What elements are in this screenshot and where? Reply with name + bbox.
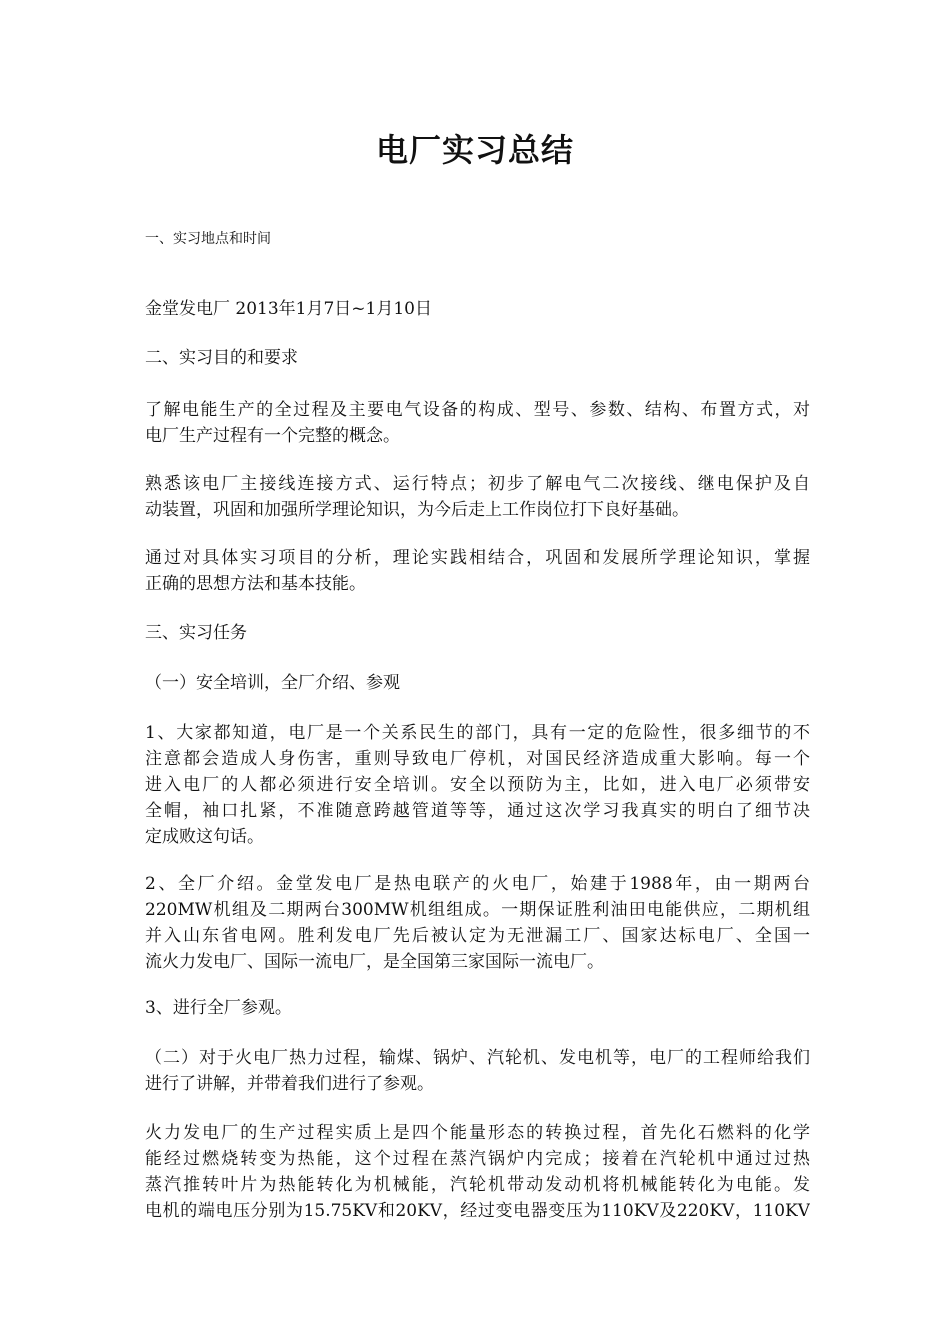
paragraph-line: 注意都会造成人身伤害，重则导致电厂停机，对国民经济造成重大影响。每一个 <box>145 749 810 769</box>
paragraph-line: 3、进行全厂参观。 <box>145 998 292 1018</box>
paragraph-line: 电厂生产过程有一个完整的概念。 <box>145 426 400 446</box>
paragraph-line: 了解电能生产的全过程及主要电气设备的构成、型号、参数、结构、布置方式，对 <box>145 400 810 420</box>
document-title: 电厂实习总结 <box>375 131 574 169</box>
paragraph-line: 定成败这句话。 <box>145 827 264 847</box>
section-heading-location-time: 一、实习地点和时间 <box>145 231 271 247</box>
paragraph-line: 2、全厂介绍。金堂发电厂是热电联产的火电厂，始建于1988年，由一期两台 <box>145 874 810 894</box>
paragraph-line: 流火力发电厂、国际一流电厂，是全国第三家国际一流电厂。 <box>145 952 604 972</box>
paragraph-line: 全帽，袖口扎紧，不准随意跨越管道等等，通过这次学习我真实的明白了细节决 <box>145 801 810 821</box>
paragraph-line: 能经过燃烧转变为热能，这个过程在蒸汽锅炉内完成；接着在汽轮机中通过过热 <box>145 1149 810 1169</box>
subsection-heading-thermal-process: （二）对于火电厂热力过程，输煤、锅炉、汽轮机、发电机等，电厂的工程师给我们 <box>145 1048 810 1068</box>
paragraph-line: 熟悉该电厂主接线连接方式、运行特点；初步了解电气二次接线、继电保护及自 <box>145 474 810 494</box>
paragraph-line: 正确的思想方法和基本技能。 <box>145 574 366 594</box>
paragraph-line: 1、大家都知道，电厂是一个关系民生的部门，具有一定的危险性，很多细节的不 <box>145 723 810 743</box>
paragraph-line: 电机的端电压分别为15.75KV和20KV，经过变电器变压为110KV及220KV，110KV <box>145 1201 810 1221</box>
paragraph-line: 动装置，巩固和加强所学理论知识，为今后走上工作岗位打下良好基础。 <box>145 500 689 520</box>
paragraph-line: 蒸汽推转叶片为热能转化为机械能，汽轮机带动发动机将机械能转化为电能。发 <box>145 1175 810 1195</box>
paragraph-line: 通过对具体实习项目的分析，理论实践相结合，巩固和发展所学理论知识，掌握 <box>145 548 810 568</box>
paragraph-line: 进入电厂的人都必须进行安全培训。安全以预防为主，比如，进入电厂必须带安 <box>145 775 810 795</box>
paragraph-line: 金堂发电厂 2013年1月7日~1月10日 <box>145 299 432 319</box>
paragraph-line: 并入山东省电网。胜利发电厂先后被认定为无泄漏工厂、国家达标电厂、全国一 <box>145 926 810 946</box>
subsection-heading-safety: （一）安全培训，全厂介绍、参观 <box>145 673 400 693</box>
section-heading-purpose: 二、实习目的和要求 <box>145 348 298 368</box>
paragraph-line: 火力发电厂的生产过程实质上是四个能量形态的转换过程，首先化石燃料的化学 <box>145 1123 810 1143</box>
section-heading-tasks: 三、实习任务 <box>145 623 247 643</box>
paragraph-line: 进行了讲解，并带着我们进行了参观。 <box>145 1074 434 1094</box>
paragraph-line: 220MW机组及二期两台300MW机组组成。一期保证胜利油田电能供应，二期机组 <box>145 900 810 920</box>
